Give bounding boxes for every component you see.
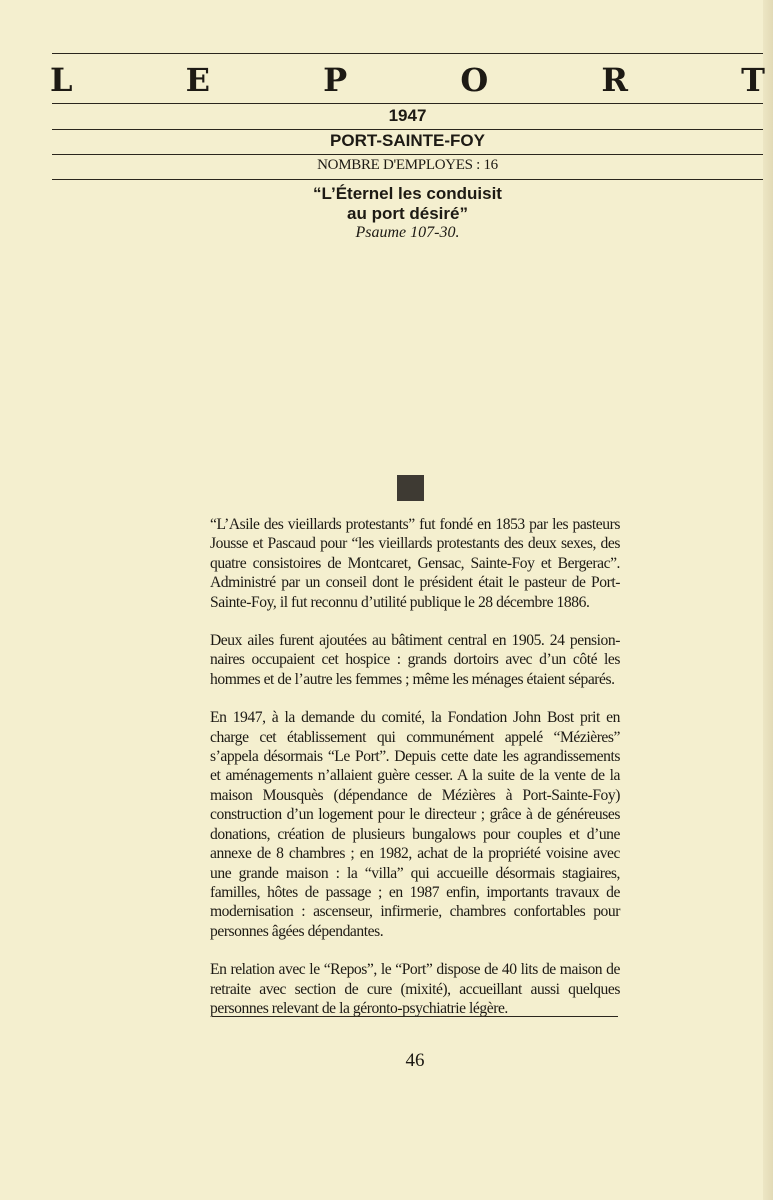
epigraph-source: Psaume 107-30. xyxy=(355,224,460,241)
title-letter: L xyxy=(50,61,73,99)
bottom-rule xyxy=(212,1016,618,1017)
title-letter: P xyxy=(323,61,348,99)
paragraph: “L’Asile des vieillards protestants” fut fondé en 1853 par les pasteurs Jousse et Pascaud pour “les vieillards protestants des deux sexes, des quatre consistoires de Montcaret, Gensac, Sainte-Foy et Bergerac”. Administré par un conseil dont le président était le pasteur de Port-Sainte-Foy, il fut reconnu d’utilité publique le 28 décembre 1886. xyxy=(210,516,620,611)
employee-count: NOMBRE D'EMPLOYES : 16 xyxy=(317,157,498,173)
epigraph xyxy=(52,184,763,224)
page-edge-shadow xyxy=(763,0,773,1200)
body-text xyxy=(210,515,620,1037)
year: 1947 xyxy=(388,106,427,125)
paragraph: En relation avec le “Repos”, le “Port” dispose de 40 lits de maison de retraite avec section de cure (mixité), accueillant aussi quelques personnes relevant de la géronto-psychiatrie légère. xyxy=(210,961,620,1017)
top-rule xyxy=(52,53,763,54)
epigraph-line: au port désiré” xyxy=(347,204,468,223)
paragraph: Deux ailes furent ajoutées au bâtiment central en 1905. 24 pension-naires occupaient cet hospice : grands dortoirs avec d’un côté les hommes et de l’autre les femmes ; même les ménages étaient séparés. xyxy=(210,632,620,688)
title-letter: T xyxy=(741,61,765,99)
title-letter: O xyxy=(460,61,489,99)
page-title xyxy=(50,60,765,100)
employees-rule xyxy=(52,179,763,180)
section-marker xyxy=(397,475,424,501)
title-letter: R xyxy=(601,61,628,99)
year-rule xyxy=(52,129,763,130)
page-number: 46 xyxy=(405,1050,425,1071)
epigraph-line: “L’Éternel les conduisit xyxy=(313,184,502,203)
place-name: PORT-SAINTE-FOY xyxy=(330,131,485,150)
title-rule xyxy=(52,103,763,104)
paragraph: En 1947, à la demande du comité, la Fondation John Bost prit en charge cet établissement qui communément appelé “Mézières” s’appela désormais “Le Port”. Depuis cette date les agrandissements et aménagements n’allaient guère cesser. A la suite de la vente de la maison Mousquès (dépendance de Mézières à Port-Sainte-Foy) construction d’un logement pour le directeur ; grâce à de généreuses donations, création de plusieurs bungalows pour couples et d’une annexe de 8 chambres ; en 1982, achat de la propriété voisine avec une grande maison : la “villa” qui accueille désormais stagiaires, familles, hôtes de passage ; en 1987 enfin, importants travaux de modernisation : ascenseur, infirmerie, chambres confortables pour personnes âgées dépendantes. xyxy=(210,709,620,940)
place-rule xyxy=(52,154,763,155)
title-letter: E xyxy=(185,61,211,99)
